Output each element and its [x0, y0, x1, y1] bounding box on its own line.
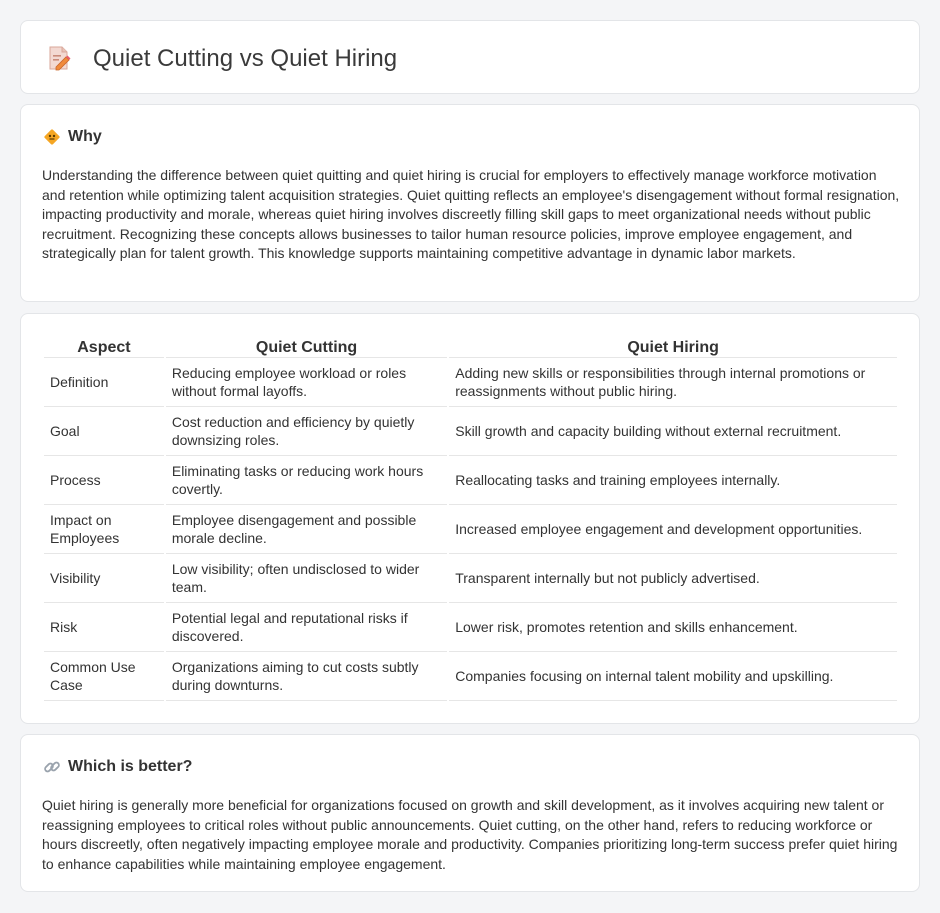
quiet-hiring-cell: Increased employee engagement and development opportunities.	[449, 505, 897, 554]
quiet-cutting-cell: Potential legal and reputational risks if discovered.	[166, 603, 447, 652]
which-is-better-section	[20, 734, 920, 892]
quiet-cutting-cell: Organizations aiming to cut costs subtly during downturns.	[166, 652, 447, 701]
aspect-cell: Impact on Employees	[44, 505, 164, 554]
header-quiet-hiring: Quiet Hiring	[449, 336, 897, 358]
why-section	[20, 104, 920, 302]
header-aspect: Aspect	[44, 336, 164, 358]
quiet-hiring-cell: Reallocating tasks and training employees internally.	[449, 456, 897, 505]
quiet-cutting-cell: Employee disengagement and possible morale decline.	[166, 505, 447, 554]
aspect-cell: Goal	[44, 407, 164, 456]
quiet-hiring-cell: Companies focusing on internal talent mobility and upskilling.	[449, 652, 897, 701]
aspect-cell: Risk	[44, 603, 164, 652]
link-icon	[43, 758, 61, 776]
quiet-cutting-cell: Reducing employee workload or roles without formal layoffs.	[166, 358, 447, 407]
table-row	[44, 456, 897, 505]
table-row	[44, 505, 897, 554]
table-row	[44, 407, 897, 456]
page-title: Quiet Cutting vs Quiet Hiring	[93, 45, 398, 72]
aspect-cell: Definition	[44, 358, 164, 407]
quiet-cutting-cell: Low visibility; often undisclosed to wider team.	[166, 554, 447, 603]
better-heading: Which is better?	[68, 758, 193, 775]
why-body: Understanding the difference between quiet quitting and quiet hiring is crucial for employers to effectively manage workforce motivation and retention while optimizing talent acquisition strategies. Quiet quitting reflects an employee's disengagement without formal resignation, impacting productivity and morale, whereas quiet hiring involves discreetly filling skill gaps to meet organizational needs without public recruitment. Recognizing these concepts allows businesses to tailor human resource policies, improve employee engagement, and strategically plan for talent growth. This knowledge supports maintaining competitive advantage in dynamic labor markets.	[42, 167, 900, 261]
header-card	[20, 20, 920, 94]
quiet-hiring-cell: Adding new skills or responsibilities through internal promotions or reassignments without public hiring.	[449, 358, 897, 407]
table-row	[44, 358, 897, 407]
quiet-cutting-cell: Eliminating tasks or reducing work hours covertly.	[166, 456, 447, 505]
header-quiet-cutting: Quiet Cutting	[166, 336, 447, 358]
table-row	[44, 652, 897, 701]
quiet-hiring-cell: Skill growth and capacity building without external recruitment.	[449, 407, 897, 456]
document-pencil-icon	[47, 45, 71, 71]
quiet-hiring-cell: Transparent internally but not publicly advertised.	[449, 554, 897, 603]
table-header-row	[44, 336, 897, 358]
diamond-sign-icon	[43, 128, 61, 146]
better-body: Quiet hiring is generally more beneficial for organizations focused on growth and skill development, as it involves acquiring new talent or reassigning employees to critical roles without public announcements. Quiet cutting, on the other hand, refers to reducing workforce or hours discreetly, often negatively impacting employee morale and productivity. Companies prioritizing long-term success prefer quiet hiring to enhance capabilities while maintaining employee engagement.	[42, 797, 898, 872]
quiet-cutting-cell: Cost reduction and efficiency by quietly downsizing roles.	[166, 407, 447, 456]
comparison-table-card	[20, 313, 920, 724]
aspect-cell: Visibility	[44, 554, 164, 603]
better-heading-row	[43, 757, 192, 777]
table-row	[44, 554, 897, 603]
quiet-hiring-cell: Lower risk, promotes retention and skills enhancement.	[449, 603, 897, 652]
table-row	[44, 603, 897, 652]
why-heading: Why	[68, 128, 102, 145]
comparison-table	[42, 336, 899, 701]
aspect-cell: Common Use Case	[44, 652, 164, 701]
why-heading-row	[43, 127, 102, 147]
aspect-cell: Process	[44, 456, 164, 505]
